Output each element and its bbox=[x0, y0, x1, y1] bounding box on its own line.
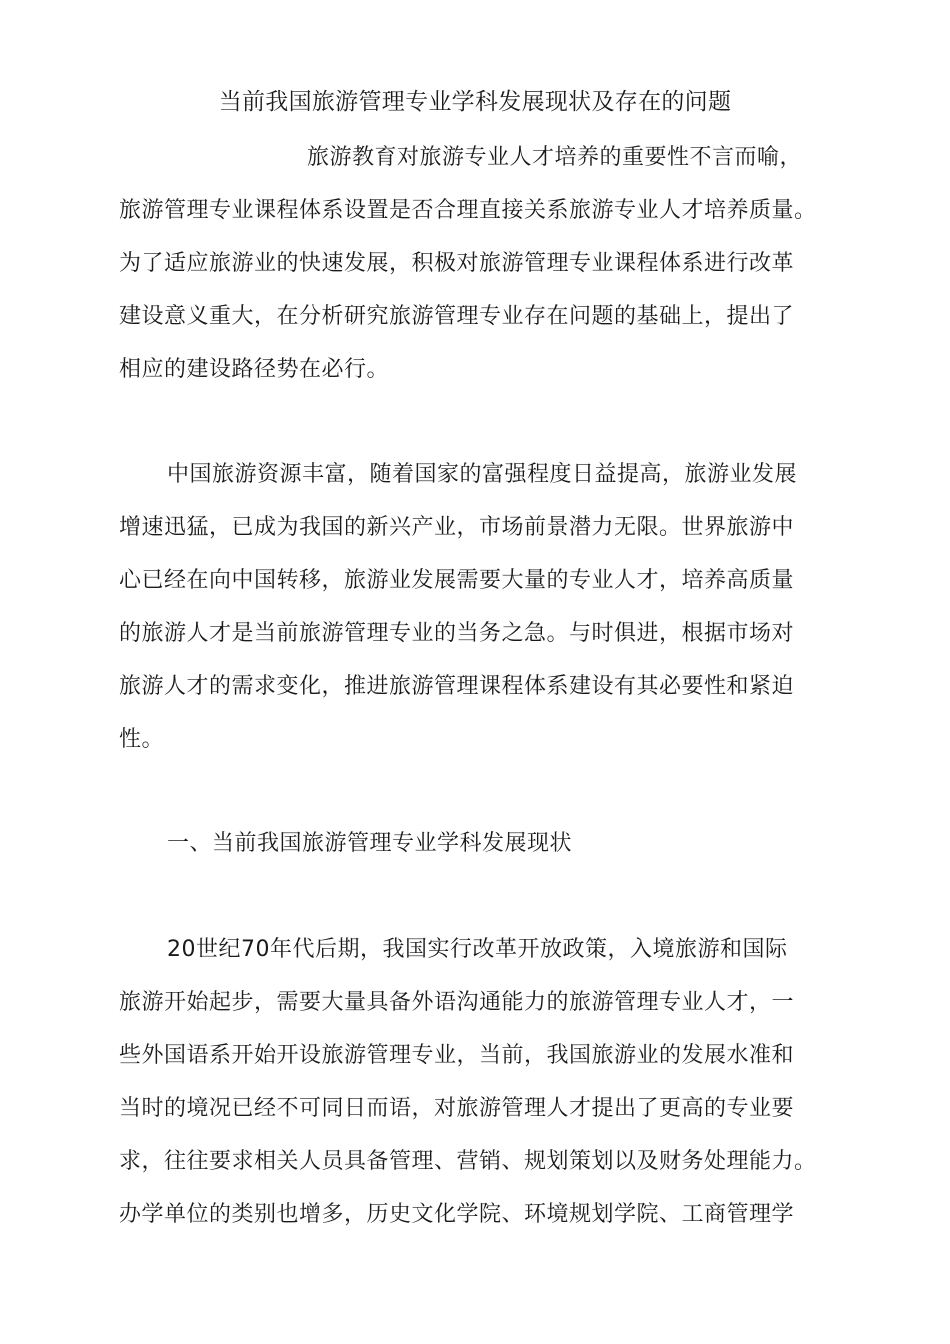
intro-line: 增速迅猛，已成为我国的新兴产业，市场前景潜力无限。世界旅游中 bbox=[119, 515, 795, 540]
document-title: 当前我国旅游管理专业学科发展现状及存在的问题 bbox=[218, 89, 732, 115]
section-body-line: 当时的境况已经不可同日而语，对旅游管理人才提出了更高的专业要 bbox=[119, 1096, 795, 1121]
section-heading: 一、当前我国旅游管理专业学科发展现状 bbox=[167, 831, 573, 856]
abstract-line: 为了适应旅游业的快速发展，积极对旅游管理专业课程体系进行改革 bbox=[119, 251, 795, 276]
section-body-line: 办学单位的类别也增多，历史文化学院、环境规划学院、工商管理学 bbox=[119, 1202, 795, 1227]
intro-line: 心已经在向中国转移，旅游业发展需要大量的专业人才，培养高质量 bbox=[119, 568, 795, 593]
section-body-line: 旅游开始起步，需要大量具备外语沟通能力的旅游管理专业人才，一 bbox=[119, 990, 795, 1015]
abstract-line: 相应的建设路径势在必行。 bbox=[119, 357, 390, 382]
section-body-line: 些外国语系开始开设旅游管理专业，当前，我国旅游业的发展水准和 bbox=[119, 1043, 795, 1068]
section-body-line: 20世纪70年代后期，我国实行改革开放政策，入境旅游和国际 bbox=[167, 937, 788, 962]
abstract-line: 旅游教育对旅游专业人才培养的重要性不言而喻， bbox=[307, 145, 803, 170]
abstract-line: 建设意义重大，在分析研究旅游管理专业存在问题的基础上，提出了 bbox=[119, 304, 795, 329]
section-body-line: 求，往往要求相关人员具备管理、营销、规划策划以及财务处理能力。 bbox=[119, 1149, 817, 1174]
abstract-line: 旅游管理专业课程体系设置是否合理直接关系旅游专业人才培养质量。 bbox=[119, 198, 817, 223]
intro-line: 的旅游人才是当前旅游管理专业的当务之急。与时俱进，根据市场对 bbox=[119, 621, 795, 646]
intro-line: 中国旅游资源丰富，随着国家的富强程度日益提高，旅游业发展 bbox=[167, 462, 798, 487]
intro-line: 性。 bbox=[119, 727, 165, 752]
intro-line: 旅游人才的需求变化，推进旅游管理课程体系建设有其必要性和紧迫 bbox=[119, 674, 795, 699]
